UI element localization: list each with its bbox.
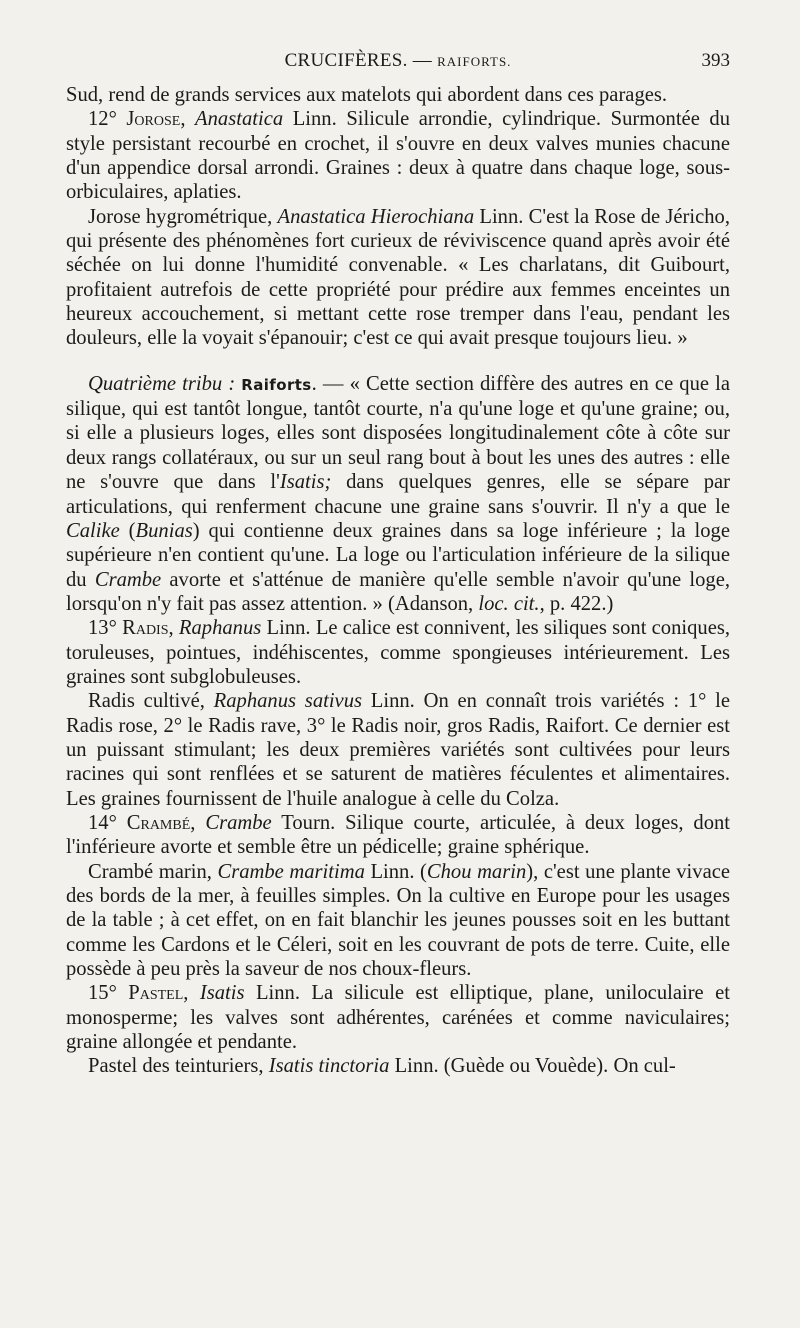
tribe-name: Raiforts [241,375,312,394]
species-common-name: Radis cultivé, [88,690,214,713]
entry-number: 15° [88,982,129,1005]
section-title: RAIFORTS. [437,54,512,69]
paragraph-text: Sud, rend de grands services aux matelots qui abordent dans ces parages. [66,84,668,106]
tribe-text: dans quelques genres, elle se sépare par articulations, qui renferment chacune une graine sans s'ouvrir. Il n'y a que le [66,471,731,518]
entry-number: 14° [88,811,127,834]
species-description: ), c'est une plante vivace des bords de la mer, à feuilles simples. On la cultive en Europe pour les usages de la table ; à cet effet, on en fait blanchir les jeunes pousses soit en les buttant comme les Cardons et le Céleri, soit en les couvrant de pots de terre. Cuite, elle possède à peu près la saveur de nos choux-fleurs. [66,860,730,981]
genus-name-latin: Isatis [199,982,245,1005]
tribe-label: Quatrième tribu : [88,372,242,395]
separator: , [180,108,196,131]
genus-name-fr: Pastel [128,982,184,1005]
entry-description: Linn. Silicule arrondie, cylindrique. Surmontée du style persistant recourbé en crochet, il s'ouvre en deux valves munies chacune d'un appendice dorsal arrondi. Graines : deux à quatre dans chaque loge, sous-orbiculaires, aplaties. [66,108,730,204]
genus-name-fr: Crambé [126,811,191,834]
species-description: Linn. (Guède ou Vouède). On cul- [389,1055,676,1078]
genus-name-latin: Crambe [205,811,272,834]
taxon-isatis: Isatis; [279,471,332,494]
genus-name-latin: Raphanus [178,617,262,640]
species-entry-radis-cultive [66,689,730,811]
taxon-calike: Calike [66,519,120,542]
species-vernacular-name: Chou marin [426,860,527,883]
title-separator: — [407,50,438,71]
running-title [66,50,730,72]
genus-entry-crambe [66,811,730,860]
species-common-name: Pastel des teinturiers, [88,1055,269,1078]
entry-number: 12° [88,108,127,131]
species-text: Linn. ( [364,860,427,883]
page-number: 393 [701,50,730,71]
species-latin-name: Isatis tinctoria [268,1055,390,1078]
tribe-entry-raiforts [66,372,730,616]
genus-name-latin: Anastatica [195,108,284,131]
running-header [66,44,730,78]
genus-entry-jorose [66,107,730,204]
genus-entry-radis [66,616,730,689]
entry-description: Linn. La silicule est elliptique, plane, uniloculaire et monosperme; les valves sont adhérentes, carénées et comme naviculaires; graine allongée et pendante. [66,982,730,1054]
entry-description: Linn. Le calice est connivent, les siliques sont coniques, toruleuses, pointues, indéhiscentes, comme spongieuses intérieurement. Les graines sont subglobuleuses. [66,617,731,688]
genus-name-fr: Jorose [126,108,181,131]
entry-description: Tourn. Silique courte, articulée, à deux loges, dont l'inférieure avorte et semble être un pédicelle; graine sphérique. [66,811,731,859]
citation-loc-cit: loc. cit. [478,592,540,615]
species-description: Linn. C'est la Rose de Jéricho, qui présente des phénomènes fort curieux de réviviscence quand après avoir été séchée on lui donne l'humidité convenable. « Les charlatans, dit Guibourt, profitaient autrefois de cette propriété pour prédire aux femmes enceintes un heureux accouchement, si mettant cette rose tremper dans l'eau, pendant les douleurs, elle la voyait s'épanouir; c'est ce qui avait presque toujours lieu. » [66,205,730,350]
entry-number: 13° [88,617,123,640]
chapter-title: CRUCIFÈRES. [284,50,408,71]
taxon-bunias: Bunias [135,519,193,542]
species-entry-jorose-hygrometrique [66,205,730,351]
tribe-text: ( [119,519,136,542]
species-common-name: Crambé marin, [88,860,218,883]
separator: , [168,617,179,640]
tribe-text: avorte et s'atténue de manière qu'elle semble n'avoir qu'une loge, lorsqu'on n'y fait pas assez attention. » (Adanson, [66,568,731,615]
genus-name-fr: Radis [122,617,169,640]
species-latin-name: Crambe maritima [217,860,365,883]
species-common-name: Jorose hygrométrique, [88,205,278,228]
species-entry-pastel-des-teinturiers [66,1054,730,1078]
tribe-text: ) qui contienne deux graines dans sa loge inférieure ; la loge supérieure n'en contient qu'une. La loge ou l'articulation inférieure de la silique du [66,519,730,591]
species-latin-name: Raphanus sativus [213,690,363,713]
genus-entry-pastel [66,981,730,1054]
taxon-crambe: Crambe [94,568,162,591]
tribe-text: . — « Cette section diffère des autres en ce que la silique, qui est tantôt longue, tantôt courte, n'a qu'une loge et qu'une graine; ou, si elle a plusieurs loges, elles sont disposées longitudinalement côte à côte sur deux rangs collatéraux, ou sur un seul rang bout à bout les unes des autres : elle ne s'ouvre que dans l' [66,372,731,494]
species-description: Linn. On en connaît trois variétés : 1° le Radis rose, 2° le Radis rave, 3° le Radis noir, gros Radis, Raifort. Ce dernier est un puissant stimulant; les deux premières variétés sont cultivées pour leurs racines qui sont renflées et se saturent de matières féculentes et alimentaires. Les graines fournissent de l'huile analogue à celle du Colza. [66,690,730,810]
page-body [66,83,730,1079]
separator: , [183,982,200,1005]
tribe-text: , p. 422.) [539,592,614,615]
species-latin-name: Anastatica Hierochiana [277,205,475,228]
species-entry-crambe-marin [66,860,730,982]
paragraph-continuation [66,83,730,107]
separator: , [190,811,206,834]
